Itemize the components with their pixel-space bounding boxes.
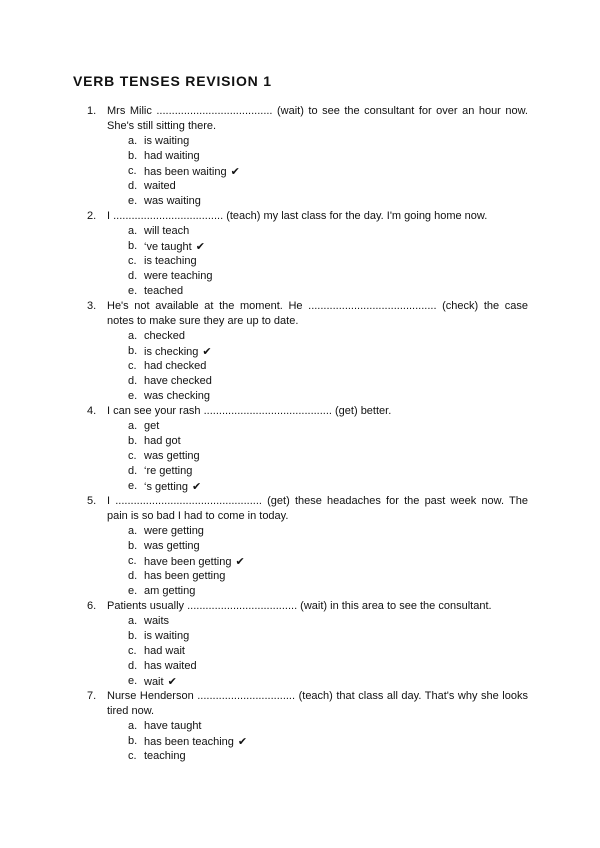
option-list [72,419,528,494]
answer-option [72,179,528,194]
option-text [144,629,189,644]
option-label: has been teaching [144,736,234,748]
question-number: 3. [87,300,97,312]
answer-option [72,524,528,539]
option-letter: c. [128,450,137,462]
answer-option [72,284,528,299]
option-letter: a. [128,720,138,732]
option-label: have taught [144,720,202,732]
question-4 [72,404,528,494]
option-label: will teach [144,225,190,237]
question-5 [72,494,528,599]
answer-option [72,254,528,269]
answer-option [72,434,528,449]
option-text [144,194,201,209]
option-text [144,254,197,269]
option-letter: d. [128,180,138,192]
option-letter: c. [128,555,137,567]
option-list [72,329,528,404]
question-text: Mrs Milic ...................................... (wait) to see the consultant for over an hour now. She's still sitting there. [107,105,528,132]
check-mark-icon: ✔ [202,345,212,358]
answer-option [72,359,528,374]
check-mark-icon: ✔ [237,735,248,748]
option-label: wait [144,676,164,688]
answer-option [72,194,528,209]
option-letter: c. [128,255,137,267]
answer-option [72,329,528,344]
option-label: were getting [144,525,204,537]
question-2 [72,209,528,299]
answer-option [72,584,528,599]
option-text [144,374,212,389]
option-letter: c. [128,360,137,372]
option-label: get [144,420,160,432]
option-list [72,134,528,209]
option-label: ‘ve taught [144,241,192,253]
option-text [144,734,247,750]
option-text [144,749,186,764]
question-number: 5. [87,495,97,507]
option-text [144,584,195,599]
question-text: He's not available at the moment. He .......................................... (check) the case notes to make sure they are up to date. [107,300,528,327]
option-label: has been waiting [144,166,227,178]
option-label: had checked [144,360,207,372]
question-text: I .................................... (teach) my last class for the day. I'm going home now. [107,210,488,222]
answer-option [72,134,528,149]
option-text [144,554,245,570]
option-list [72,614,528,689]
option-letter: e. [128,585,138,597]
answer-option [72,659,528,674]
option-letter: e. [128,390,138,402]
option-text [144,644,185,659]
option-label: waited [144,180,176,192]
option-text [144,389,210,404]
option-letter: b. [128,240,138,252]
answer-option [72,344,528,359]
question-text: I ................................................ (get) these headaches for the past week now. The pain is so bad I had to come in today. [107,495,528,522]
option-letter: d. [128,465,138,477]
option-list [72,224,528,299]
answer-option [72,374,528,389]
answer-option [72,449,528,464]
option-label: was waiting [144,195,201,207]
option-letter: a. [128,135,138,147]
question-list [72,104,528,764]
option-letter: e. [128,195,138,207]
option-text [144,329,185,344]
answer-option [72,464,528,479]
option-label: had got [144,435,181,447]
option-label: is teaching [144,255,197,267]
option-letter: d. [128,570,138,582]
option-text [144,479,201,495]
option-letter: d. [128,375,138,387]
answer-option [72,479,528,494]
option-text [144,449,200,464]
option-text [144,419,159,434]
option-label: teached [144,285,184,297]
option-text [144,614,169,629]
option-label: checked [144,330,185,342]
option-label: ‘re getting [144,465,193,477]
answer-option [72,149,528,164]
option-text [144,674,177,690]
answer-option [72,734,528,749]
answer-option [72,674,528,689]
question-3 [72,299,528,404]
option-text [144,659,197,674]
question-number: 1. [87,105,97,117]
answer-option [72,239,528,254]
option-label: am getting [144,585,196,597]
answer-option [72,539,528,554]
answer-option [72,719,528,734]
answer-option [72,269,528,284]
question-number: 7. [87,690,97,702]
option-letter: a. [128,525,138,537]
question-text: I can see your rash .......................................... (get) better. [107,405,392,417]
option-text [144,539,200,554]
option-text [144,524,204,539]
check-mark-icon: ✔ [167,675,177,688]
option-letter: c. [128,750,137,762]
option-label: was getting [144,540,200,552]
option-letter: b. [128,630,138,642]
question-text: Patients usually .................................... (wait) in this area to see the consultant. [107,600,492,612]
option-letter: b. [128,150,138,162]
option-text [144,464,192,479]
answer-option [72,389,528,404]
answer-option [72,569,528,584]
option-text [144,134,189,149]
option-text [144,164,240,180]
answer-option [72,224,528,239]
option-label: was getting [144,450,200,462]
option-label: had waiting [144,150,200,162]
option-label: is waiting [144,630,190,642]
question-7 [72,689,528,764]
answer-option [72,614,528,629]
question-1 [72,104,528,209]
option-text [144,719,202,734]
option-text [144,224,189,239]
option-label: were teaching [144,270,213,282]
answer-option [72,629,528,644]
option-label: has waited [144,660,197,672]
check-mark-icon: ✔ [192,480,202,493]
check-mark-icon: ✔ [235,555,245,568]
option-letter: a. [128,330,138,342]
option-letter: b. [128,540,138,552]
question-6 [72,599,528,689]
question-number: 2. [87,210,97,222]
option-letter: b. [128,735,138,747]
option-label: is waiting [144,135,190,147]
option-text [144,359,206,374]
option-label: has been getting [144,570,226,582]
option-letter: b. [128,435,138,447]
option-list [72,524,528,599]
option-letter: a. [128,225,138,237]
question-number: 4. [87,405,97,417]
option-letter: c. [128,165,137,177]
option-letter: d. [128,270,138,282]
option-label: had wait [144,645,185,657]
question-number: 6. [87,600,97,612]
check-mark-icon: ✔ [230,165,240,178]
option-letter: d. [128,660,138,672]
option-label: teaching [144,750,186,762]
option-text [144,269,213,284]
answer-option [72,644,528,659]
option-text [144,344,212,360]
option-letter: a. [128,420,138,432]
option-label: waits [144,615,170,627]
page-title: VERB TENSES REVISION 1 [73,73,272,89]
answer-option [72,164,528,179]
option-label: was checking [144,390,211,402]
option-label: ‘s getting [144,481,189,493]
option-letter: c. [128,645,137,657]
option-text [144,239,205,255]
option-text [144,569,225,584]
option-letter: e. [128,675,138,687]
option-text [144,284,183,299]
option-text [144,149,200,164]
option-letter: b. [128,345,138,357]
option-text [144,179,176,194]
option-letter: e. [128,480,138,492]
answer-option [72,419,528,434]
option-label: have checked [144,375,212,387]
answer-option [72,554,528,569]
option-text [144,434,181,449]
option-letter: a. [128,615,138,627]
answer-option [72,749,528,764]
option-list [72,719,528,764]
option-label: is checking [144,346,199,358]
option-label: have been getting [144,556,232,568]
option-letter: e. [128,285,138,297]
check-mark-icon: ✔ [195,240,205,253]
question-text: Nurse Henderson ................................ (teach) that class all day. That's why she looks tired now. [107,690,528,717]
